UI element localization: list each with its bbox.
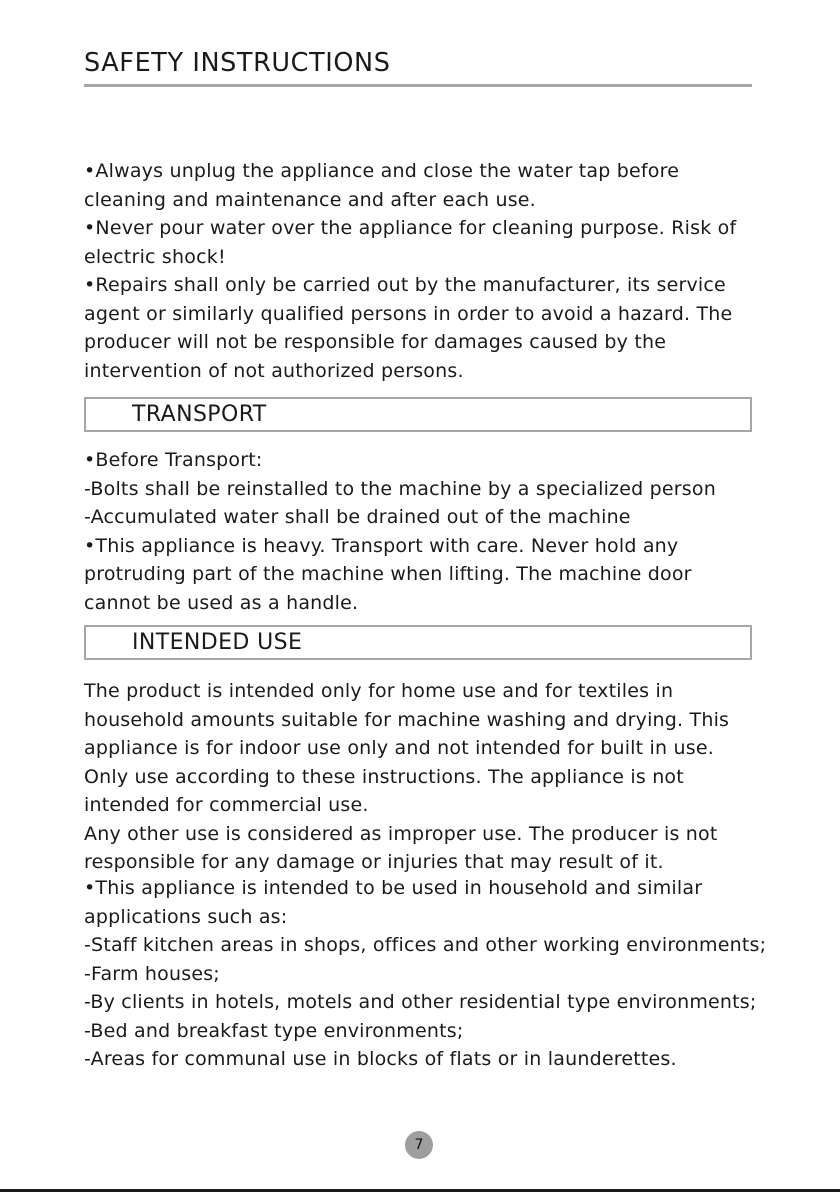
intended-use-line: Any other use is considered as improper use. The producer is not bbox=[84, 822, 718, 845]
applications-line: -Bed and breakfast type environments; bbox=[84, 1019, 464, 1042]
safety-line: intervention of not authorized persons. bbox=[84, 359, 464, 382]
transport-line: cannot be used as a handle. bbox=[84, 591, 359, 614]
safety-line: •Never pour water over the appliance for cleaning purpose. Risk of bbox=[84, 217, 737, 239]
transport-section-header bbox=[84, 397, 752, 432]
applications-line: -By clients in hotels, motels and other residential type environments; bbox=[84, 991, 757, 1013]
safety-line: •Always unplug the appliance and close the water tap before bbox=[84, 160, 680, 182]
transport-text-block bbox=[84, 446, 716, 617]
intended-use-heading: INTENDED USE bbox=[132, 630, 303, 655]
applications-line: •This appliance is intended to be used in household and similar bbox=[84, 877, 703, 899]
transport-heading: TRANSPORT bbox=[132, 402, 267, 427]
intended-use-line: household amounts suitable for machine washing and drying. This bbox=[84, 708, 730, 731]
transport-line: •Before Transport: bbox=[84, 449, 263, 471]
safety-line: •Repairs shall only be carried out by the manufacturer, its service bbox=[84, 274, 726, 296]
intended-use-text-block bbox=[84, 677, 729, 877]
intended-use-line: intended for commercial use. bbox=[84, 794, 369, 816]
transport-line: •This appliance is heavy. Transport with care. Never hold any bbox=[84, 534, 679, 557]
transport-line: -Accumulated water shall be drained out of the machine bbox=[84, 506, 631, 528]
title-underline bbox=[84, 84, 752, 87]
intended-use-line: Only use according to these instructions. The appliance is not bbox=[84, 765, 684, 788]
applications-line: -Staff kitchen areas in shops, offices and other working environments; bbox=[84, 934, 767, 956]
transport-line: -Bolts shall be reinstalled to the machine by a specialized person bbox=[84, 477, 716, 500]
applications-text-block bbox=[84, 874, 766, 1074]
safety-line: electric shock! bbox=[84, 245, 226, 268]
applications-line: -Areas for communal use in blocks of flats or in launderettes. bbox=[84, 1048, 677, 1070]
transport-line: protruding part of the machine when lifting. The machine door bbox=[84, 563, 692, 585]
safety-text-block bbox=[84, 157, 736, 385]
intended-use-section-header bbox=[84, 625, 752, 660]
intended-use-line: The product is intended only for home use and for textiles in bbox=[84, 680, 674, 702]
intended-use-line: responsible for any damage or injuries that may result of it. bbox=[84, 851, 664, 873]
applications-line: applications such as: bbox=[84, 905, 288, 928]
safety-line: agent or similarly qualified persons in order to avoid a hazard. The bbox=[84, 302, 733, 325]
safety-line: cleaning and maintenance and after each use. bbox=[84, 188, 536, 211]
intended-use-line: appliance is for indoor use only and not intended for built in use. bbox=[84, 737, 714, 759]
safety-line: producer will not be responsible for damages caused by the bbox=[84, 331, 667, 353]
page-number-badge: 7 bbox=[405, 1131, 433, 1159]
page-title: SAFETY INSTRUCTIONS bbox=[84, 48, 391, 78]
applications-line: -Farm houses; bbox=[84, 962, 220, 985]
